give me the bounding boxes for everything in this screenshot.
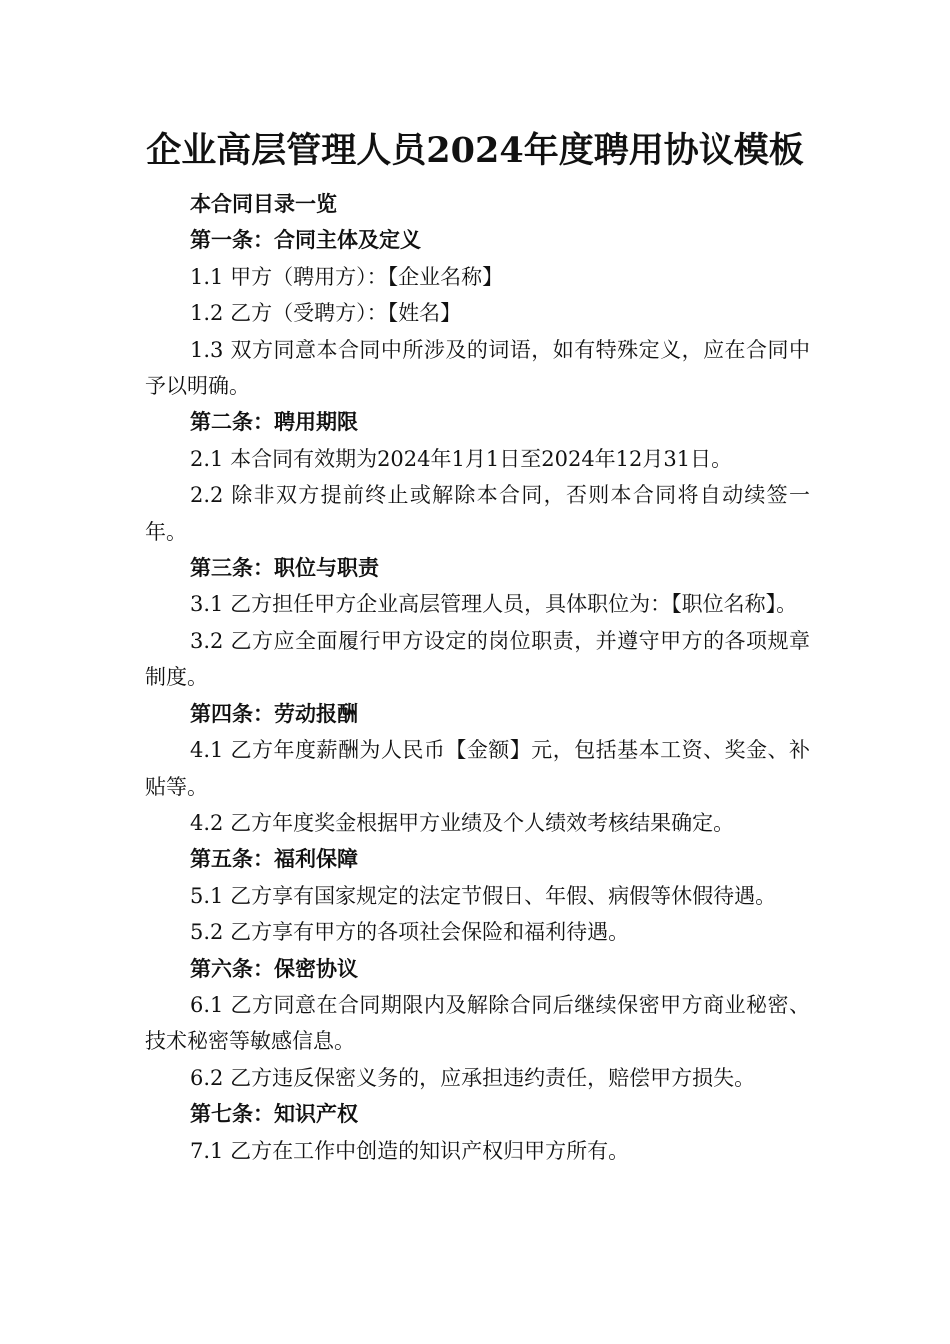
clause: 1.2 乙方（受聘方）：【姓名】: [190, 301, 462, 326]
section-heading: 第七条：知识产权: [190, 1102, 358, 1127]
clause: 6.2 乙方违反保密义务的，应承担违约责任，赔偿甲方损失。: [190, 1065, 756, 1090]
clause: 5.2 乙方享有甲方的各项社会保险和福利待遇。: [190, 920, 630, 945]
clause: 4.1 乙方年度薪酬为人民币【金额】元，包括基本工资、奖金、补贴等。: [145, 738, 810, 799]
clause: 2.1 本合同有效期为2024年1月1日至2024年12月31日。: [190, 446, 733, 471]
clause: 2.2 除非双方提前终止或解除本合同，否则本合同将自动续签一年。: [145, 483, 810, 544]
clause: 1.1 甲方（聘用方）：【企业名称】: [190, 264, 504, 289]
section-heading: 第一条：合同主体及定义: [190, 228, 421, 253]
document-body: [145, 186, 810, 1169]
section-heading: 第五条：福利保障: [190, 847, 358, 872]
clause: 3.1 乙方担任甲方企业高层管理人员，具体职位为：【职位名称】。: [190, 592, 798, 617]
section-heading: 第三条：职位与职责: [190, 556, 379, 581]
clause: 4.2 乙方年度奖金根据甲方业绩及个人绩效考核结果确定。: [190, 810, 735, 835]
section-heading: 第四条：劳动报酬: [190, 701, 358, 726]
section-heading: 第二条：聘用期限: [190, 410, 358, 435]
clause: 3.2 乙方应全面履行甲方设定的岗位职责，并遵守甲方的各项规章制度。: [145, 628, 810, 690]
clause: 6.1 乙方同意在合同期限内及解除合同后继续保密甲方商业秘密、技术秘密等敏感信息。: [145, 992, 810, 1054]
toc-heading: 本合同目录一览: [190, 192, 337, 216]
section-heading: 第六条：保密协议: [190, 956, 358, 981]
document-title: 企业高层管理人员2024年度聘用协议模板: [146, 130, 804, 171]
clause: 7.1 乙方在工作中创造的知识产权归甲方所有。: [190, 1138, 630, 1163]
clause: 5.1 乙方享有国家规定的法定节假日、年假、病假等休假待遇。: [190, 883, 777, 908]
clause: 1.3 双方同意本合同中所涉及的词语，如有特殊定义，应在合同中予以明确。: [145, 337, 810, 399]
